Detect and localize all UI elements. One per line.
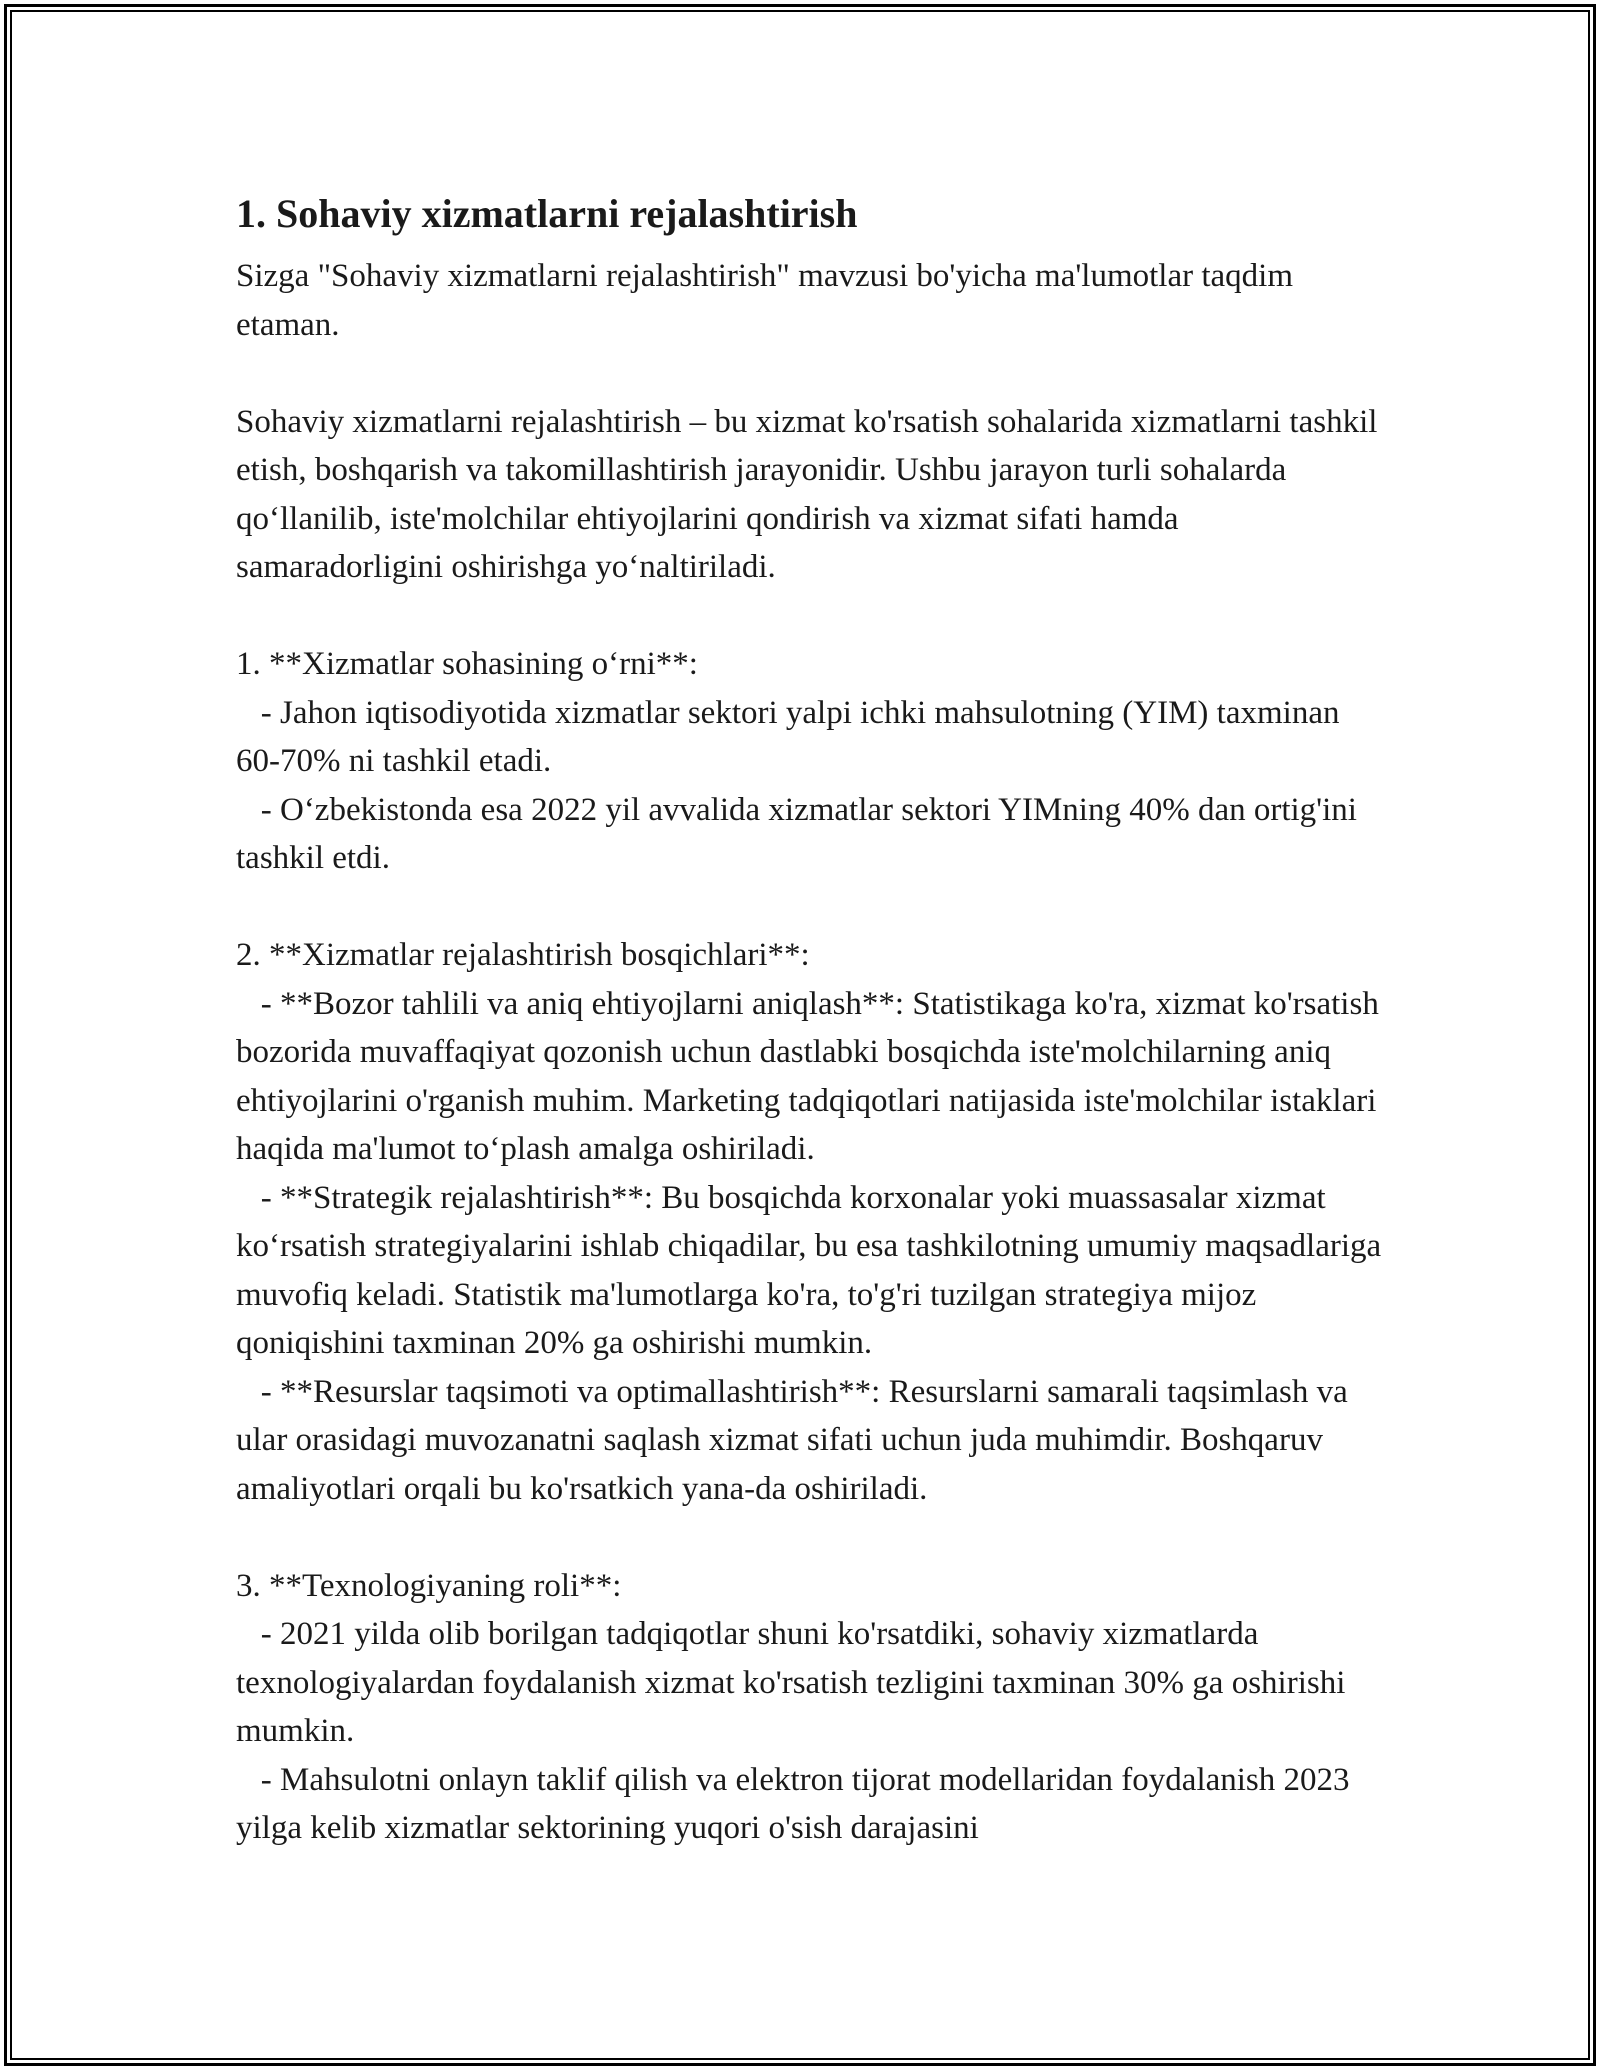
list-item: - Jahon iqtisodiyotida xizmatlar sektori yalpi ichki mahsulotning (YIM) taxminan 60-70% ni tashkil etadi. (236, 694, 1348, 779)
list-item: - **Bozor tahlili va aniq ehtiyojlarni aniqlash**: Statistikaga ko'ra, xizmat ko'rsatish bozorida muvaffaqiyat qozonish uchun dastlabki bosqichda iste'molchilarning aniq ehtiyojlarini o'rganish muhim. Marketing tadqiqotlari natijasida iste'molchilar istaklari haqida ma'lumot to‘plash amalga oshiriladi. (236, 985, 1388, 1167)
paragraph-gap (236, 883, 1386, 932)
list-item: - 2021 yilda olib borilgan tadqiqotlar shuni ko'rsatdiki, sohaviy xizmatlarda texnologiyalardan foydalanish xizmat ko'rsatish tezligini taxminan 30% ga oshirishi mumkin. (236, 1616, 1354, 1749)
list-item: - Mahsulotni onlayn taklif qilish va elektron tijorat modellaridan foydalanish 2023 yilga kelib xizmatlar sektorining yuqori o'sish darajasini (236, 1761, 1358, 1846)
section-heading: 2. **Xizmatlar rejalashtirish bosqichlari**: (236, 937, 810, 973)
document-page (236, 186, 1390, 1853)
section-role-of-services (236, 640, 1386, 883)
section-heading: 1. **Xizmatlar sohasining o‘rni**: (236, 646, 698, 682)
list-item: - **Strategik rejalashtirish**: Bu bosqichda korxonalar yoki muassasalar xizmat ko‘rsatish strategiyalarini ishlab chiqadilar, bu esa tashkilotning umumiy maqsadlariga muvofiq keladi. Statistik ma'lumotlarga ko'ra, to'g'ri tuzilgan strategiya mijoz qoniqishini taxminan 20% ga oshirishi mumkin. (236, 1179, 1390, 1361)
paragraph-gap (236, 592, 1386, 641)
document-title: 1. Sohaviy xizmatlarni rejalashtirish (236, 191, 858, 236)
intro-paragraph: Sizga "Sohaviy xizmatlarni rejalashtirish" mavzusi bo'yicha ma'lumotlar taqdim etaman. (236, 258, 1302, 343)
definition-paragraph: Sohaviy xizmatlarni rejalashtirish – bu xizmat ko'rsatish sohalarida xizmatlarni tashkil etish, boshqarish va takomillashtirish jarayonidir. Ushbu jarayon turli sohalarda qo‘llanilib, iste'molchilar ehtiyojlarini qondirish va xizmat sifati hamda samaradorligini oshirishga yo‘naltiriladi. (236, 403, 1386, 585)
list-item: - O‘zbekistonda esa 2022 yil avvalida xizmatlar sektori YIMning 40% dan ortig'ini tashkil etdi. (236, 791, 1366, 876)
paragraph-gap (236, 1513, 1386, 1562)
section-technology-role (236, 1562, 1386, 1853)
paragraph-gap (236, 349, 1386, 398)
list-item: - **Resurslar taqsimoti va optimallashtirish**: Resurslarni samarali taqsimlash va ular orasidagi muvozanatni saqlash xizmat sifati uchun juda muhimdir. Boshqaruv amaliyotlari orqali bu ko'rsatkich yana-da oshiriladi. (236, 1373, 1356, 1507)
section-heading: 3. **Texnologiyaning roli**: (236, 1567, 622, 1604)
section-planning-stages (236, 931, 1390, 1513)
